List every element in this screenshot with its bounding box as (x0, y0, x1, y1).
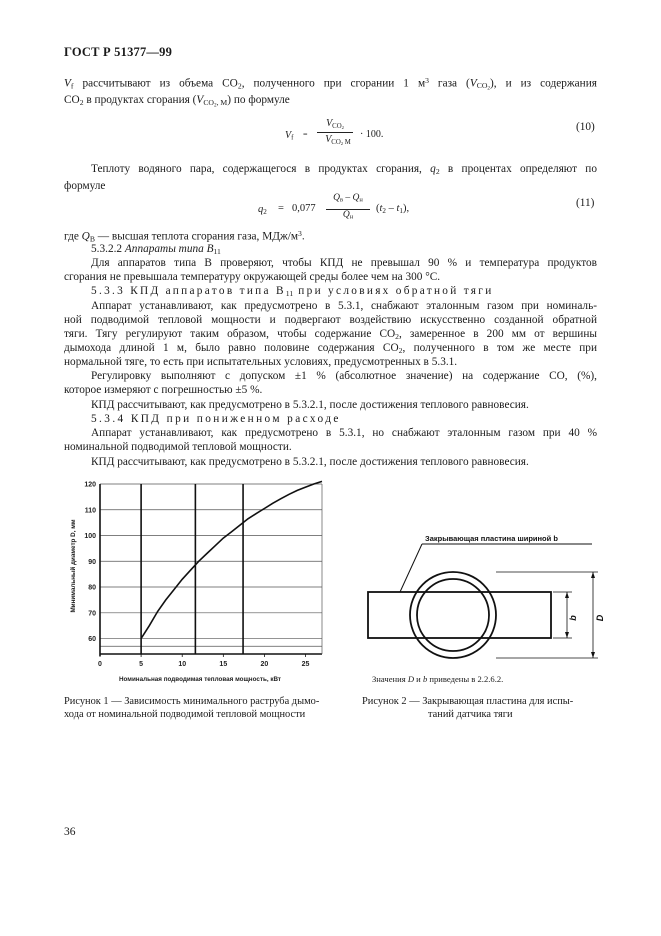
dimension-d-label: D (595, 614, 605, 622)
paragraph-backdraft-line4: дымохода длиной 1 м, было равно половине содержания $СО_2$, полученного в том же месте при (64, 342, 597, 355)
chart-series-line (141, 481, 322, 638)
paragraph-backdraft-line3: тяги. Тягу регулируют таким образом, чтобы содержание $СО_2$, замеренное в 200 мм от вершины (64, 328, 597, 341)
figure-1-chart (60, 474, 335, 689)
chart-y-axis-label: Минимальный диаметр D, мм (70, 519, 77, 613)
dimension-b-label: b (568, 615, 578, 621)
paragraph-reduced-line2: номинальной подводимой тепловой мощности. (64, 441, 292, 453)
chart-x-axis-label: Номинальная подводимая тепловая мощность, кВт (118, 676, 282, 683)
chart-x-tick-label: 5 (139, 661, 144, 668)
chart-x-tick-label: 10 (178, 661, 187, 668)
chart-y-tick-label: 60 (88, 636, 96, 644)
paragraph-q2-line2: формуле (64, 180, 106, 192)
section-5-3-3-title: 5.3.3 КПД аппаратов типа $В_{11}$ при условиях обратной тяги (91, 285, 494, 298)
chart-y-tick-label: 80 (88, 584, 96, 592)
chart-x-tick-label: 15 (219, 661, 228, 668)
figure-1-caption-line1: Рисунок 1 — Зависимость минимального раструба дымо- (64, 696, 320, 707)
closing-plate (368, 592, 551, 638)
chart-y-tick-label: 90 (88, 558, 96, 566)
formula-10-fraction-bar (317, 132, 353, 133)
figure-2-caption-line2: таний датчика тяги (428, 709, 513, 720)
page-number: 36 (64, 826, 76, 838)
paragraph-qv-definition: где $Q_В$ — высшая теплота сгорания газа, МДж/$м^3$. (64, 229, 305, 244)
paragraph-tolerance-line2: которое измеряют с погрешностью ±5 %. (64, 384, 263, 396)
paragraph-backdraft-line5: нормальной тяге, то есть при испытательных условиях, предусмотренных в 5.3.1. (64, 356, 458, 368)
section-5-3-2-2-title: 5.3.2.2 Аппараты типа $В_{11}$ (91, 243, 221, 256)
chart-x-tick-label: 0 (98, 661, 102, 668)
chart-y-tick-label: 100 (84, 533, 96, 541)
chart-y-tick-label: 120 (84, 481, 96, 489)
formula-10-numerator: $V_{CO_2}$ (326, 118, 344, 130)
figure-2-caption-line1: Рисунок 2 — Закрывающая пластина для испы- (362, 696, 574, 707)
paragraph-backdraft-line2: ной подводимой тепловой мощности и подвергают воздействию искусственно созданной обратной (64, 314, 597, 326)
section-5-3-4-title: 5.3.4 КПД при пониженном расходе (91, 413, 341, 425)
paragraph-b11-line1: Для аппаратов типа В проверяют, чтобы КПД не превышал 90 % и температура продуктов (91, 257, 597, 269)
formula-11-denominator: $Q_н$ (342, 210, 354, 221)
figure-1-caption-line2: хода от номинальной подводимой тепловой мощности (64, 709, 306, 720)
leader-line (400, 544, 422, 592)
chart-y-tick-label: 110 (84, 507, 96, 515)
flue-inner-circle (417, 579, 489, 651)
paragraph-efficiency-calc-1: КПД рассчитывают, как предусмотрено в 5.3.2.1, после достижения теплового равновесия. (91, 399, 529, 411)
closing-plate-label: Закрывающая пластина шириной b (425, 534, 558, 543)
chart-x-tick-label: 20 (260, 661, 269, 668)
figure-2-diagram (340, 530, 610, 660)
paragraph-vf-line2: $СО_2$ в продуктах сгорания $(V_{CO_2, М})$ по формуле (64, 94, 290, 109)
paragraph-efficiency-calc-2: КПД рассчитывают, как предусмотрено в 5.3.2.1, после достижения теплового равновесия. (91, 456, 529, 468)
paragraph-vf-line1: $V_f$ рассчитывают из объема $СО_2$, полученного при сгорании 1 $м^3$ газа $(V_{CO_2})$, и из содержания (64, 76, 597, 92)
chart-y-tick-label: 70 (88, 610, 96, 618)
figure-2-note: Значения D и b приведены в 2.2.6.2. (372, 674, 504, 684)
paragraph-tolerance-line1: Регулировку выполняют с допуском ±1 % (абсолютное значение) на содержание СО, (%), (91, 370, 597, 382)
equation-number-11: (11) (576, 197, 595, 209)
flue-outer-circle (410, 572, 496, 658)
paragraph-q2-line1: Теплоту водяного пара, содержащегося в продуктах сгорания, $q_2$ в процентах определяют по (91, 163, 597, 176)
equation-number-10: (10) (576, 121, 595, 133)
paragraph-backdraft-line1: Аппарат устанавливают, как предусмотрено в 5.3.1, снабжают эталонным газом при номиналь- (91, 300, 597, 312)
formula-11-numerator: $Q_в - Q_н$ (333, 193, 363, 204)
paragraph-reduced-line1: Аппарат устанавливают, как предусмотрено в 5.3.1, но снабжают эталонным газом при 40 % (91, 427, 597, 439)
document-header: ГОСТ Р 51377—99 (64, 45, 173, 59)
paragraph-b11-line2: сгорания не превышала температуру окружающей среды более чем на 300 °С. (64, 271, 441, 283)
formula-10-denominator: $V_{CO_2 М}$ (325, 134, 351, 146)
chart-x-tick-label: 25 (301, 661, 310, 668)
